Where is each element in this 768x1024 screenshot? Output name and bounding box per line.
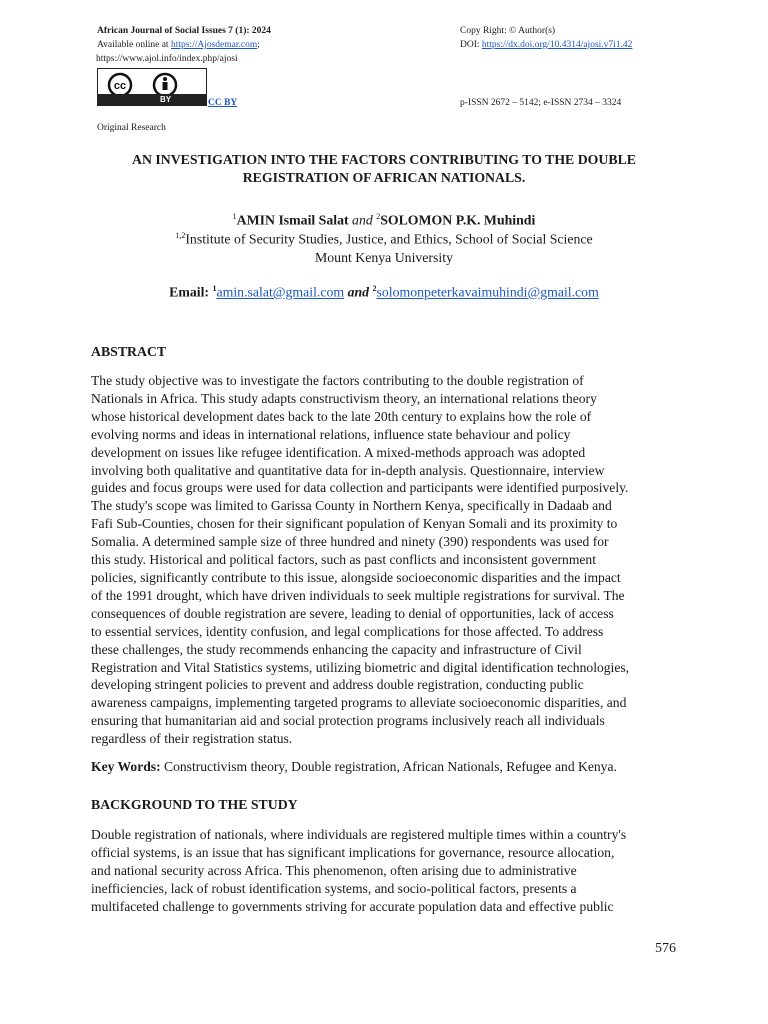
keywords xyxy=(91,758,617,776)
abstract-line: these challenges, the study recommends enhancing the capacity and infrastructure of Civil xyxy=(91,641,582,657)
background-line: official systems, is an issue that has significant implications for governance, resource allocation, xyxy=(91,844,615,860)
background-line: Double registration of nationals, where individuals are registered multiple times within a country's xyxy=(91,827,627,842)
doi-prefix: DOI: xyxy=(460,40,482,50)
paper-title xyxy=(0,151,768,187)
abstract-line: policies, significantly contribute to this issue, alongside socioeconomic disparities and the impact xyxy=(91,569,621,585)
background-line: multifaceted challenge to governments striving for accurate population data and effective public xyxy=(91,898,614,914)
email-line xyxy=(0,280,768,302)
svg-text:cc: cc xyxy=(113,80,127,92)
affiliation xyxy=(0,227,768,267)
abstract-line: evolving norms and ideas in international relations, influence state behaviour and policy xyxy=(91,426,571,442)
abstract-line: Fafi Sub-Counties, chosen for their significant population of Kenyan Somali and its proximity to xyxy=(91,516,618,532)
title-line-2: REGISTRATION OF AFRICAN NATIONALS. xyxy=(242,170,526,185)
abstract-line: guides and focus groups were used for data collection and participants were identified purposively. xyxy=(91,480,629,496)
doi xyxy=(460,38,632,52)
author-and: and xyxy=(348,212,377,228)
affiliation-sup: 1,2 xyxy=(175,231,186,240)
abstract-line: The study's scope was limited to Garissa County in Northern Kenya, specifically in Dadaab and xyxy=(91,498,612,514)
author-1: AMIN Ismail Salat xyxy=(236,212,349,228)
cc-by-link[interactable]: CC BY xyxy=(208,98,238,108)
cc-badge-bar xyxy=(98,94,206,105)
page-number: 576 xyxy=(655,941,676,956)
email-1-link[interactable]: amin.salat@gmail.com xyxy=(216,284,345,300)
background-body xyxy=(91,826,679,916)
article-type: Original Research xyxy=(97,123,166,133)
doi-link[interactable]: https://dx.doi.org/10.4314/ajosi.v7i1.42 xyxy=(481,40,633,50)
abstract-heading: ABSTRACT xyxy=(91,344,167,359)
affiliation-line-2: Mount Kenya University xyxy=(315,249,453,265)
available-online xyxy=(97,38,260,52)
journal-website-link[interactable]: https://Ajosdemar.com xyxy=(170,40,258,50)
abstract-line: Nationals in Africa. This study adapts constructivism theory, an international relations theory xyxy=(91,390,597,406)
abstract-line: regardless of their registration status. xyxy=(91,731,293,747)
abstract-body xyxy=(91,372,679,748)
keywords-text: Constructivism theory, Double registration, African Nationals, Refugee and Kenya. xyxy=(160,759,617,774)
abstract-line: ensuring that humanitarian aid and social protection programs inclusively reach all individuals xyxy=(91,713,605,729)
available-prefix: Available online at xyxy=(97,40,171,50)
journal-citation: African Journal of Social Issues 7 (1): 2024 xyxy=(97,26,271,36)
issn: p-ISSN 2672 – 5142; e-ISSN 2734 – 3324 xyxy=(460,98,622,108)
cc-icon xyxy=(98,69,206,96)
available-suffix: ; xyxy=(257,40,260,50)
background-line: and national security across Africa. This phenomenon, often arising due to administrative xyxy=(91,862,577,878)
copyright: Copy Right: © Author(s) xyxy=(460,26,556,36)
email-label: Email: xyxy=(169,284,213,300)
abstract-line: The study objective was to investigate the factors contributing to the double registration of xyxy=(91,373,584,388)
background-line: inefficiencies, lack of robust identification systems, and socio-political factors, presents a xyxy=(91,880,577,896)
author1-sup: 1 xyxy=(232,212,237,221)
abstract-line: whose historical development dates back to the late 20th century to explains how the role of xyxy=(91,408,592,424)
abstract-line: Registration and Vital Statistics systems, utilizing biometric and digital identification technologies, xyxy=(91,659,630,675)
abstract-line: awareness campaigns, implementing targeted programs to alleviate socioeconomic disparities, and xyxy=(91,695,627,711)
abstract-line: this study. Historical and political factors, such as past conflicts and inconsistent government xyxy=(91,552,596,568)
author2-sup: 2 xyxy=(376,212,381,221)
cc-license-logo[interactable] xyxy=(97,68,207,106)
abstract-line: developing stringent policies to prevent and address double registration, conducting public xyxy=(91,677,584,693)
email-2-link[interactable]: solomonpeterkavaimuhindi@gmail.com xyxy=(376,284,599,300)
affiliation-line-1: Institute of Security Studies, Justice, and Ethics, School of Social Science xyxy=(185,231,593,247)
abstract-line: Somalia. A determined sample size of three hundred and ninety (390) respondents was used for xyxy=(91,534,609,550)
cc-by-badge: BY xyxy=(160,95,172,104)
author-2: SOLOMON P.K. Muhindi xyxy=(380,212,536,228)
abstract-line: consequences of double registration are severe, leading to denial of opportunities, lack of access xyxy=(91,605,614,621)
abstract-line: development on issues like refugee identification. A mixed-methods approach was adopted xyxy=(91,444,586,460)
keywords-label: Key Words: xyxy=(91,759,161,774)
email-and: and xyxy=(344,284,373,300)
abstract-line: of the 1991 drought, which have driven individuals to seek multiple registrations for survival. The xyxy=(91,587,625,603)
title-line-1: AN INVESTIGATION INTO THE FACTORS CONTRIBUTING TO THE DOUBLE xyxy=(132,152,636,167)
abstract-line: involving both qualitative and quantitative data for in-depth analysis. Questionnaire, interview xyxy=(91,462,605,478)
email1-sup: 1 xyxy=(212,284,217,293)
email2-sup: 2 xyxy=(372,284,377,293)
ajol-url[interactable]: https://www.ajol.info/index.php/ajosi xyxy=(96,54,238,64)
abstract-line: to essential services, identity confusion, and legal complications for those affected. To address xyxy=(91,623,604,639)
background-heading: BACKGROUND TO THE STUDY xyxy=(91,797,298,812)
